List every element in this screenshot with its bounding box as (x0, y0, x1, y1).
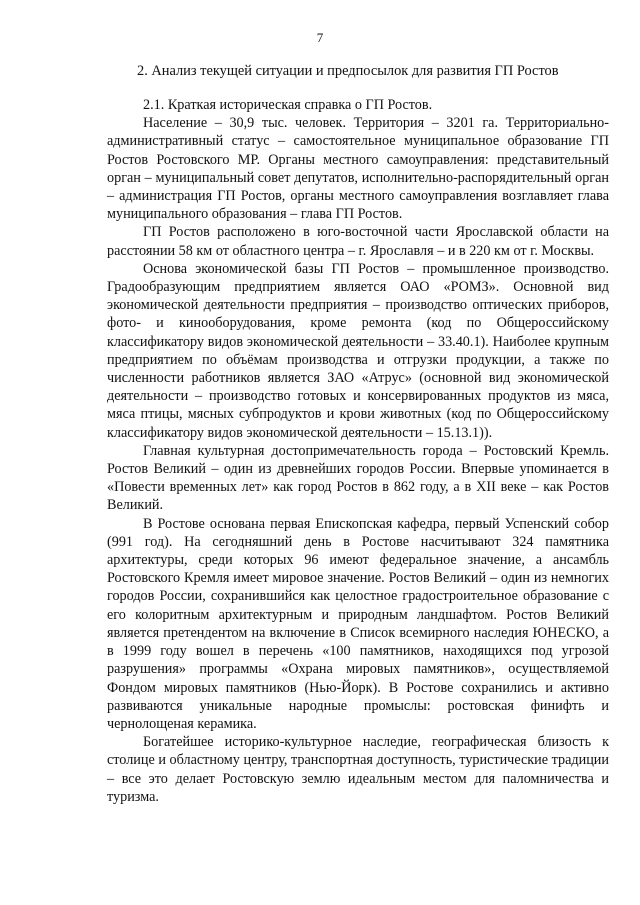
paragraph-economy: Основа экономической базы ГП Ростов – промышленное производство. Градообразующим предприятием является ОАО «РОМЗ». Основной вид экономической деятельности предприятия – производство оптических приборов, фото- и кинооборудования, кроме ремонта (код по Общероссийскому классификатору видов экономической деятельности – 33.40.1). Наиболее крупным предприятием по объёмам производства и отгрузки продукции, а также по численности работников является ЗАО «Атрус» (основной вид экономической деятельности – производство готовых и консервированных продуктов из мяса, мяса птицы, мясных субпродуктов и крови животных (код по Общероссийскому классификатору видов экономической деятельности – 15.13.1)). (107, 260, 609, 441)
section-heading: 2. Анализ текущей ситуации и предпосылок для развития ГП Ростов (137, 63, 559, 79)
paragraph-heritage: В Ростове основана первая Епископская кафедра, первый Успенский собор (991 год). На сегодняшний день в Ростове насчитывают 324 памятника архитектуры, среди которых 96 имеют федеральное значение, а ансамбль Ростовского Кремля имеет мировое значение. Ростов Великий – один из немногих городов России, сохранившийся как целостное градостроительное образование с его колоритным архитектурным и природным ландшафтом. Ростов Великий является претендентом на включение в Список всемирного наследия ЮНЕСКО, а в 1999 году вошел в перечень «100 памятников, находящихся под угрозой разрушения» программы «Охрана мировых памятников», осуществляемой Фондом мировых памятников (Нью-Йорк). В Ростове сохранились и активно развиваются уникальные народные промыслы: ростовская финифть и чернолощеная керамика. (107, 515, 609, 732)
paragraph-tourism: Богатейшее историко-культурное наследие, географическая близость к столице и областному центру, транспортная доступность, туристические традиции – все это делает Ростовскую землю идеальным местом для паломничества и туризма. (107, 734, 609, 805)
subsection-heading: 2.1. Краткая историческая справка о ГП Ростов. (143, 97, 433, 113)
paragraph-population: Население – 30,9 тыс. человек. Территория – 3201 га. Территориально-административный статус – самостоятельное муниципальное образование ГП Ростов Ростовского МР. Органы местного самоуправления: представительный орган – муниципальный совет депутатов, исполнительно-распорядительный орган – администрация ГП Ростов, органы местного самоуправления возглавляет глава муниципального образования – глава ГП Ростов. (107, 115, 609, 223)
document-body (107, 96, 609, 806)
paragraph-kremlin: Главная культурная достопримечательность города – Ростовский Кремль. Ростов Великий – один из древнейших городов России. Впервые упоминается в «Повести временных лет» как город Ростов в 862 году, а в XII веке – как Ростов Великий. (107, 442, 609, 514)
paragraph-location: ГП Ростов расположено в юго-восточной части Ярославской области на расстоянии 58 км от областного центра – г. Ярославля – и в 220 км от г. Москвы. (107, 224, 609, 259)
page-number: 7 (316, 30, 324, 45)
